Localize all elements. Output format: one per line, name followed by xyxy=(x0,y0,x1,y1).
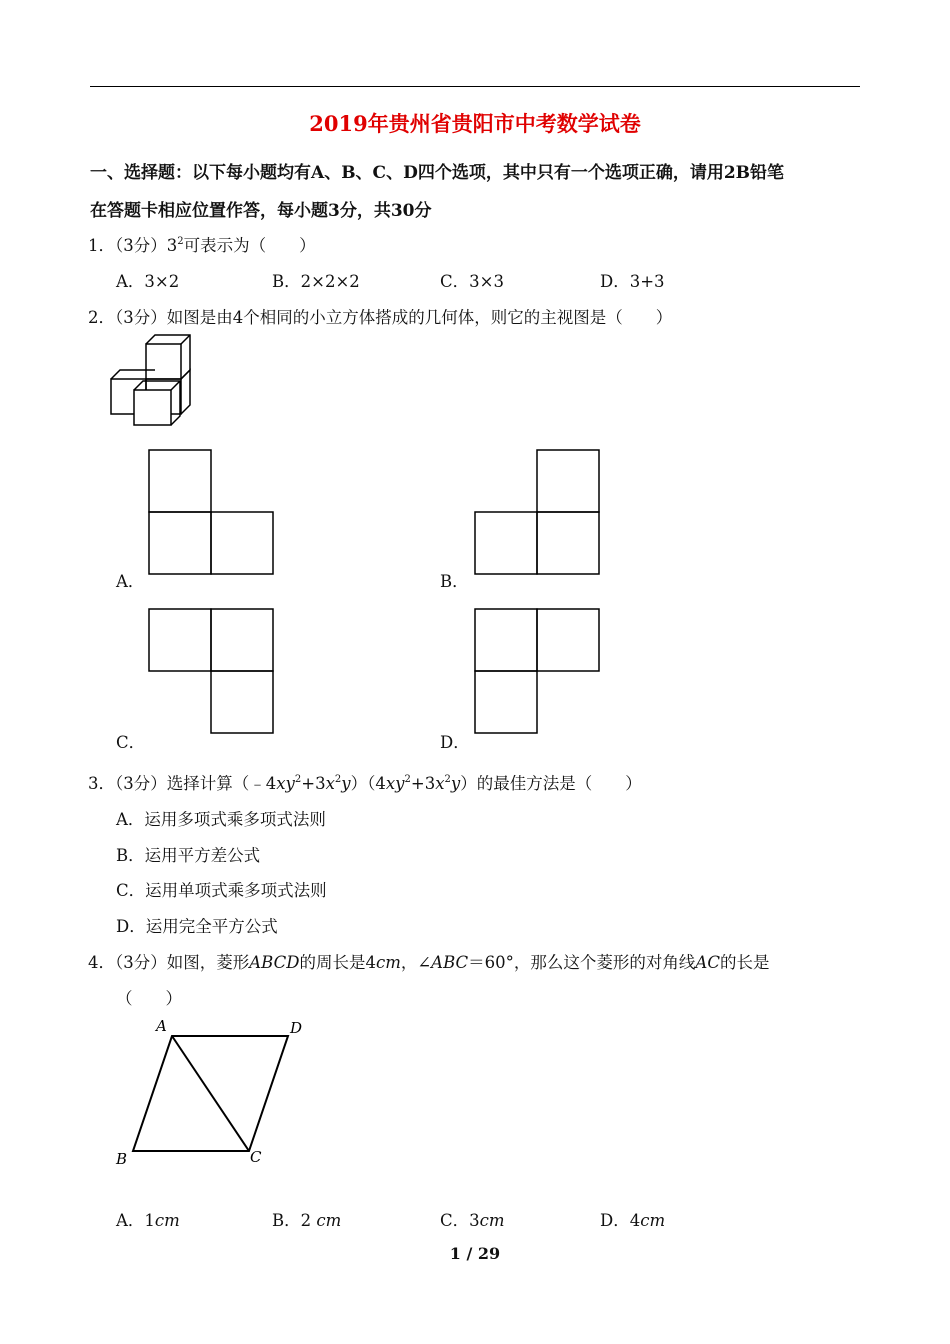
q3-var: x xyxy=(435,774,445,793)
square xyxy=(149,609,211,671)
q3-option-c[interactable]: C．运用单项式乘多项式法则 xyxy=(116,881,327,900)
page-number: 1 / 29 xyxy=(449,1244,501,1263)
q4-option-b[interactable] xyxy=(272,1207,341,1231)
q2-option-a-label[interactable]: A． xyxy=(116,572,145,591)
option-unit: cm xyxy=(640,1211,666,1230)
square xyxy=(537,609,599,671)
q3-option-a[interactable]: A．运用多项式乘多项式法则 xyxy=(116,810,326,829)
vertex-label-c: C xyxy=(250,1148,262,1166)
q3-option-b[interactable]: B．运用平方差公式 xyxy=(116,846,261,865)
square xyxy=(211,512,273,574)
q4-part: ＝60°，那么这个菱形的对角线 xyxy=(468,953,696,972)
cube-front xyxy=(134,381,180,425)
vertex-label-a: A xyxy=(156,1017,167,1035)
q2-option-d-figure[interactable] xyxy=(474,608,601,735)
q3-part: +3 xyxy=(301,774,326,793)
q1-option-b[interactable]: B．2×2×2 xyxy=(272,272,360,291)
q4-option-c[interactable] xyxy=(440,1207,505,1231)
q4-answer-brackets: （ ） xyxy=(116,989,182,1008)
cube-stack-figure xyxy=(108,332,198,430)
q1-option-d[interactable]: D．3+3 xyxy=(600,272,665,291)
q3-part: +3 xyxy=(410,774,436,793)
q1-tail: 可表示为（ ） xyxy=(183,236,316,255)
option-text: C．3 xyxy=(440,1211,480,1230)
diagonal-ac xyxy=(172,1036,249,1151)
q3-exp: 2 xyxy=(404,774,411,785)
square xyxy=(537,512,599,574)
q3-exp: 2 xyxy=(334,774,342,785)
q1-exponent: 2 xyxy=(177,236,184,247)
square xyxy=(149,450,211,512)
q4-var: ABC xyxy=(431,953,469,972)
q2-option-c-figure[interactable] xyxy=(148,608,275,735)
square xyxy=(149,512,211,574)
square xyxy=(475,671,537,733)
question-4-stem xyxy=(88,949,769,973)
square xyxy=(475,609,537,671)
q1-base: 3 xyxy=(166,236,178,255)
q4-option-d[interactable] xyxy=(600,1207,665,1231)
option-text: B．2 xyxy=(272,1211,317,1230)
q2-option-c-label[interactable]: C． xyxy=(116,733,146,752)
q3-var: xy xyxy=(276,774,295,793)
q2-option-b-figure[interactable] xyxy=(474,449,601,576)
option-unit: cm xyxy=(479,1211,505,1230)
q3-exp: 2 xyxy=(294,774,302,785)
q3-part: 3．（3分）选择计算（﹣4 xyxy=(88,774,277,793)
q4-part: 的长是 xyxy=(719,953,770,972)
question-2-stem: 2．（3分）如图是由4个相同的小立方体搭成的几何体，则它的主视图是（ ） xyxy=(88,308,673,327)
q3-var: y xyxy=(450,774,461,793)
section-heading-line1: 一、选择题：以下每小题均有A、B、C、D四个选项，其中只有一个选项正确，请用2B铅笔 xyxy=(90,163,785,183)
q4-option-a[interactable] xyxy=(116,1207,180,1231)
option-text: A．1 xyxy=(116,1211,155,1230)
q3-var: xy xyxy=(385,774,405,793)
q1-option-c[interactable]: C．3×3 xyxy=(440,272,504,291)
q4-var: ABCD xyxy=(249,953,300,972)
document-title: 2019年贵州省贵阳市中考数学试卷 xyxy=(309,111,641,136)
vertex-label-d: D xyxy=(290,1019,303,1037)
rhombus-figure xyxy=(112,1016,312,1168)
q4-part: ，∠ xyxy=(400,953,432,972)
square xyxy=(475,512,537,574)
square xyxy=(211,671,273,733)
option-unit: cm xyxy=(154,1211,180,1230)
q4-part: 的周长是4 xyxy=(299,953,376,972)
q2-option-a-figure[interactable] xyxy=(148,449,275,576)
q3-part: ）的最佳方法是（ ） xyxy=(460,774,642,793)
vertex-label-b: B xyxy=(116,1150,128,1168)
cube-top xyxy=(146,335,190,379)
header-rule xyxy=(90,86,860,87)
q1-option-a[interactable]: A．3×2 xyxy=(116,272,180,291)
q4-var: AC xyxy=(695,953,720,972)
option-text: D．4 xyxy=(600,1211,641,1230)
square xyxy=(211,609,273,671)
q1-number: 1．（3分） xyxy=(88,236,167,255)
q2-option-d-label[interactable]: D． xyxy=(440,733,470,752)
q3-exp: 2 xyxy=(444,774,451,785)
question-3-stem xyxy=(88,770,642,794)
section-heading-line2: 在答题卡相应位置作答，每小题3分，共30分 xyxy=(90,201,432,221)
square xyxy=(537,450,599,512)
q3-var: x xyxy=(325,774,335,793)
option-unit: cm xyxy=(316,1211,342,1230)
q4-unit: cm xyxy=(375,953,401,972)
q4-part: 4．（3分）如图，菱形 xyxy=(88,953,250,972)
q3-part: ）（4 xyxy=(350,774,386,793)
q2-option-b-label[interactable]: B． xyxy=(440,572,469,591)
q3-var: y xyxy=(341,774,351,793)
q3-option-d[interactable]: D．运用完全平方公式 xyxy=(116,917,278,936)
question-1-stem xyxy=(88,232,316,256)
